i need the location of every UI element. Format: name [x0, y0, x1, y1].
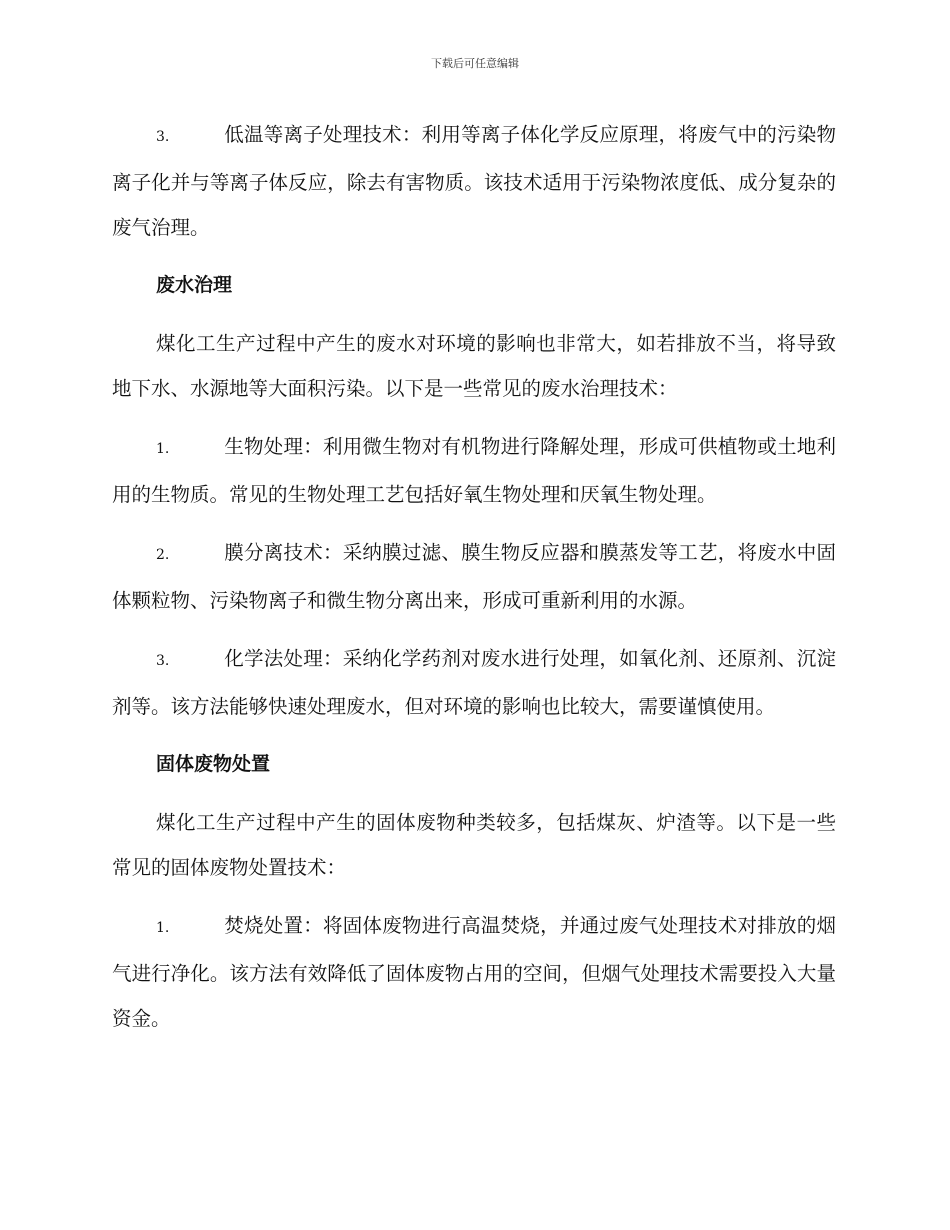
document-body [112, 112, 836, 1054]
list-number: 1. [156, 441, 170, 457]
list-number: 1. [156, 920, 170, 936]
list-item-text: 焚烧处置：将固体废物进行高温焚烧，并通过废气处理技术对排放的烟气进行净化。该方法有效降低了固体废物占用的空间，但烟气处理技术需要投入大量资金。 [112, 914, 836, 1030]
list-item-text: 生物处理：利用微生物对有机物进行降解处理，形成可供植物或土地利用的生物质。常见的生物处理工艺包括好氧生物处理和厌氧生物处理。 [112, 435, 836, 506]
list-item [112, 903, 836, 1041]
list-item-text: 化学法处理：采纳化学药剂对废水进行处理，如氧化剂、还原剂、沉淀剂等。该方法能够快速处理废水，但对环境的影响也比较大，需要谨慎使用。 [112, 647, 836, 718]
list-item [112, 112, 836, 250]
list-item-text: 膜分离技术：采纳膜过滤、膜生物反应器和膜蒸发等工艺，将废水中固体颗粒物、污染物离子和微生物分离出来，形成可重新利用的水源。 [112, 541, 836, 612]
paragraph: 煤化工生产过程中产生的废水对环境的影响也非常大，如若排放不当，将导致地下水、水源地等大面积污染。以下是一些常见的废水治理技术： [112, 332, 836, 400]
paragraph: 煤化工生产过程中产生的固体废物种类较多，包括煤灰、炉渣等。以下是一些常见的固体废物处置技术： [112, 811, 836, 879]
list-item-text: 低温等离子处理技术：利用等离子体化学反应原理，将废气中的污染物离子化并与等离子体反应，除去有害物质。该技术适用于污染物浓度低、成分复杂的废气治理。 [112, 123, 836, 239]
section-heading: 固体废物处置 [156, 753, 271, 775]
list-item [112, 424, 836, 517]
list-number: 3. [156, 653, 170, 669]
list-number: 3. [156, 129, 170, 145]
list-item [112, 530, 836, 623]
page-header: 下载后可任意编辑 [431, 57, 519, 70]
list-item [112, 636, 836, 729]
section-heading: 废水治理 [156, 274, 233, 296]
list-number: 2. [156, 547, 170, 563]
